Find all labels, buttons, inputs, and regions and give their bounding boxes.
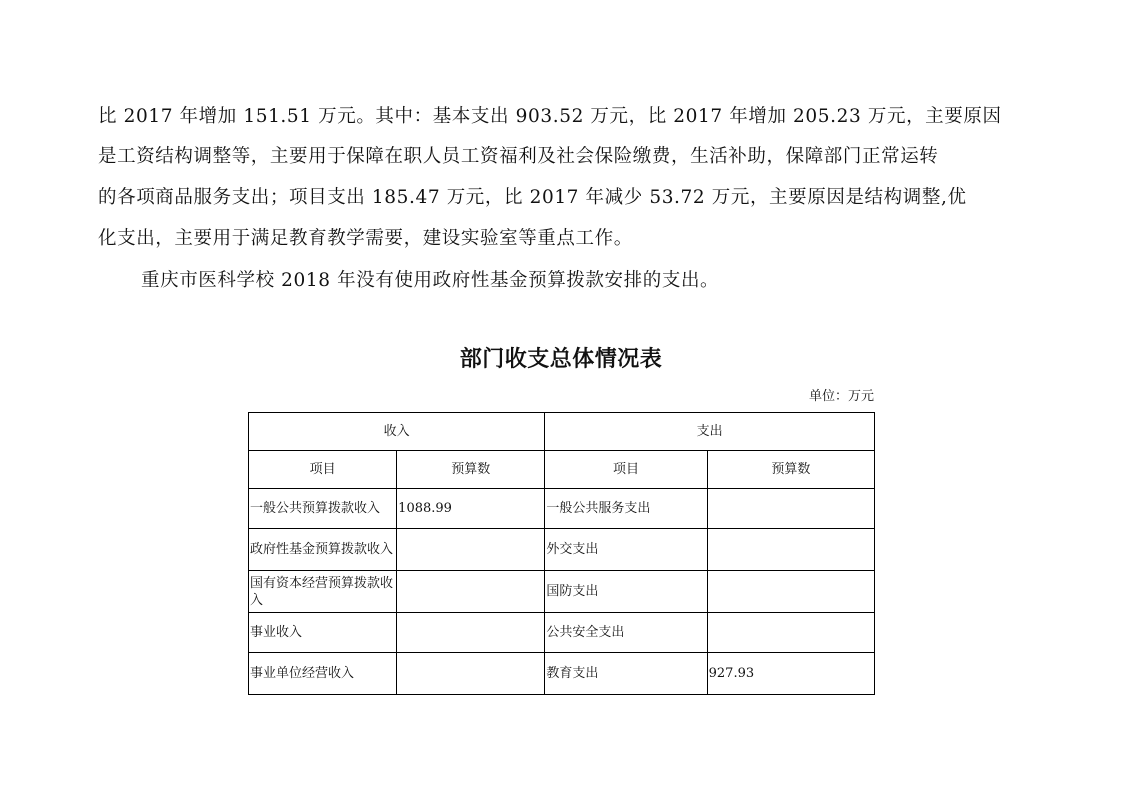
table-group-header-row xyxy=(249,413,875,451)
table-row xyxy=(249,653,875,695)
table-cell: 政府性基金预算拨款收入 xyxy=(249,529,397,571)
table-row xyxy=(249,613,875,653)
table-cell xyxy=(397,653,545,695)
paragraph-line-1: 比 2017 年增加 151.51 万元。其中：基本支出 903.52 万元，比 2017 年增加 205.23 万元，主要原因 xyxy=(98,106,1002,127)
table-cell xyxy=(707,571,874,613)
table-cell: 公共安全支出 xyxy=(545,613,707,653)
table-row xyxy=(249,529,875,571)
table-cell xyxy=(707,529,874,571)
table-cell: 事业单位经营收入 xyxy=(249,653,397,695)
table-cell: 国防支出 xyxy=(545,571,707,613)
table-cell xyxy=(707,489,874,529)
column-header-expense-budget: 预算数 xyxy=(707,451,874,489)
column-header-expense-item: 项目 xyxy=(545,451,707,489)
paragraph-line-3: 的各项商品服务支出；项目支出 185.47 万元，比 2017 年减少 53.72 万元，主要原因是结构调整,优 xyxy=(98,187,967,208)
table-cell: 教育支出 xyxy=(545,653,707,695)
paragraph-line-5: 重庆市医科学校 2018 年没有使用政府性基金预算拨款安排的支出。 xyxy=(141,270,720,291)
table-cell xyxy=(707,613,874,653)
table-unit-label: 单位：万元 xyxy=(808,389,874,404)
budget-table xyxy=(248,412,875,695)
table-row xyxy=(249,489,875,529)
table-cell: 国有资本经营预算拨款收入 xyxy=(249,571,397,613)
table-cell xyxy=(397,529,545,571)
table-cell: 外交支出 xyxy=(545,529,707,571)
paragraph-line-2: 是工资结构调整等，主要用于保障在职人员工资福利及社会保险缴费，生活补助，保障部门正常运转 xyxy=(98,146,939,167)
table-cell xyxy=(397,613,545,653)
table-row xyxy=(249,571,875,613)
column-header-income-budget: 预算数 xyxy=(397,451,545,489)
table-cell: 927.93 xyxy=(707,653,874,695)
table-cell xyxy=(397,571,545,613)
paragraph-line-4: 化支出，主要用于满足教育教学需要，建设实验室等重点工作。 xyxy=(98,228,633,249)
table-cell: 1088.99 xyxy=(397,489,545,529)
table-cell: 一般公共服务支出 xyxy=(545,489,707,529)
column-header-income-item: 项目 xyxy=(249,451,397,489)
table-column-header-row xyxy=(249,451,875,489)
table-cell: 一般公共预算拨款收入 xyxy=(249,489,397,529)
table-title: 部门收支总体情况表 xyxy=(459,347,663,372)
expense-group-header: 支出 xyxy=(545,413,875,451)
income-group-header: 收入 xyxy=(249,413,545,451)
table-cell: 事业收入 xyxy=(249,613,397,653)
